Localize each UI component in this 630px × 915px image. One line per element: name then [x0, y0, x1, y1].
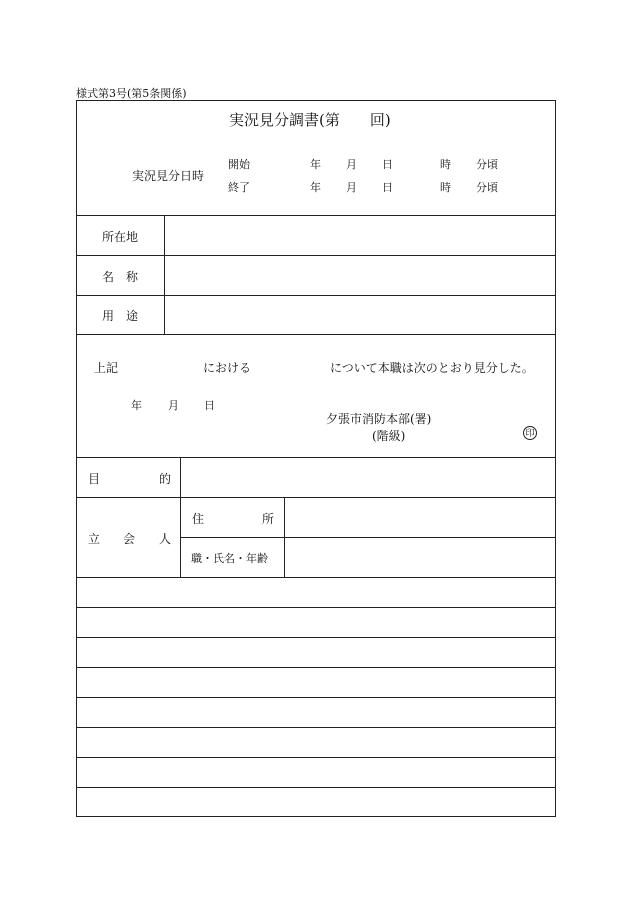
rule: [76, 334, 556, 335]
statement-text: について本職は次のとおり見分した。: [330, 361, 534, 375]
statement-year: 年: [131, 399, 142, 412]
witness-char-1: 立: [88, 532, 101, 546]
occupation-label: 職・氏名・年齢: [191, 552, 268, 565]
statement-jouki: 上記: [94, 361, 119, 375]
statement-month: 月: [168, 399, 179, 412]
rule: [76, 255, 556, 256]
statement-ni-okeru: における: [203, 361, 252, 375]
purpose-label-left: 目: [88, 472, 101, 486]
datetime-label: 実況見分日時: [132, 169, 205, 183]
form-reference: 様式第3号(第5条関係): [76, 87, 187, 100]
rule: [76, 215, 556, 216]
rule: [180, 537, 556, 538]
rule: [76, 787, 556, 788]
rule: [76, 457, 556, 458]
department: 夕張市消防本部(署): [326, 412, 432, 426]
end-minute: 分頃: [476, 181, 498, 194]
location-label: 所在地: [102, 230, 139, 244]
rule: [76, 757, 556, 758]
seal-icon: 印: [523, 426, 537, 440]
witness-char-3: 人: [159, 532, 172, 546]
page-title: 実況見分調書(第 回): [229, 111, 391, 129]
start-day: 日: [382, 158, 393, 171]
rule: [76, 727, 556, 728]
form-frame: [76, 100, 556, 817]
statement-day: 日: [204, 399, 215, 412]
address-label-left: 住: [192, 512, 205, 526]
rank: (階級): [372, 429, 406, 443]
witness-char-2: 会: [123, 532, 136, 546]
end-hour: 時: [440, 181, 451, 194]
rule: [284, 497, 285, 577]
end-month: 月: [346, 181, 357, 194]
end-year: 年: [310, 181, 321, 194]
rule: [76, 637, 556, 638]
usage-label: 用 途: [102, 309, 139, 323]
start-minute: 分頃: [476, 158, 498, 171]
rule: [76, 697, 556, 698]
start-year: 年: [310, 158, 321, 171]
rule: [76, 577, 556, 578]
end-label: 終了: [228, 181, 250, 194]
name-label: 名 称: [102, 270, 139, 284]
start-hour: 時: [440, 158, 451, 171]
start-month: 月: [346, 158, 357, 171]
rule: [76, 667, 556, 668]
rule: [76, 497, 556, 498]
rule: [76, 295, 556, 296]
rule: [76, 607, 556, 608]
rule: [180, 457, 181, 577]
address-label-right: 所: [262, 512, 275, 526]
end-day: 日: [382, 181, 393, 194]
purpose-label-right: 的: [159, 472, 172, 486]
start-label: 開始: [228, 158, 250, 171]
rule: [164, 215, 165, 334]
